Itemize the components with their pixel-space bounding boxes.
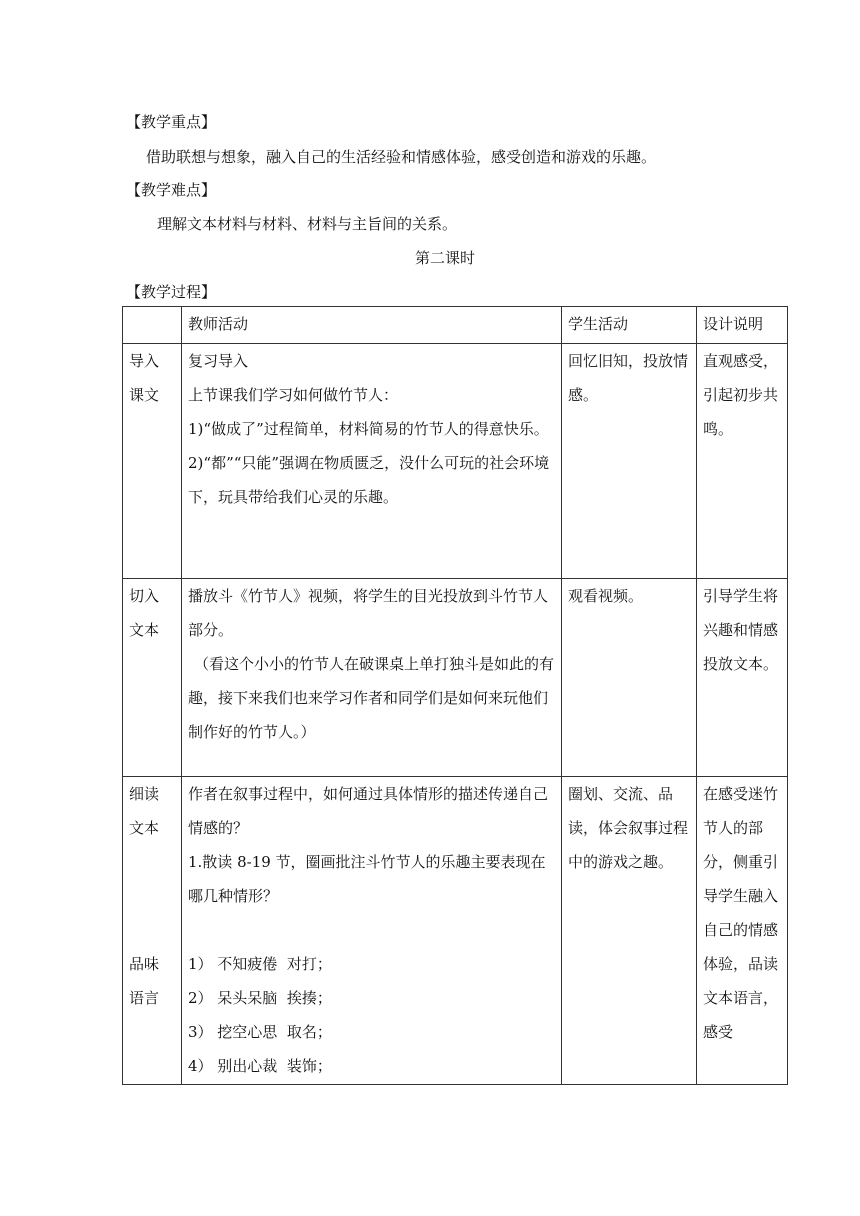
- stage-label: 细读: [129, 785, 160, 803]
- design-notes-cell: [697, 579, 788, 777]
- stage-label: 文本: [129, 621, 160, 639]
- design-notes-cell: [697, 777, 788, 1085]
- stage-cell: [123, 777, 182, 1085]
- teacher-line: 2） 呆头呆脑 挨揍；: [188, 989, 332, 1007]
- header-design-notes: 设计说明: [697, 307, 788, 344]
- teacher-spacer: [188, 913, 555, 947]
- stage-label: 语言: [129, 989, 160, 1007]
- student-text: 圈划、交流、品读，体会叙事过程中的游戏之趣。: [568, 785, 689, 871]
- teacher-activity-cell: [182, 777, 562, 1085]
- teacher-line: 上节课我们学习如何做竹节人：: [188, 386, 399, 404]
- stage-label: 课文: [129, 386, 160, 404]
- student-activity-cell: [562, 344, 697, 579]
- student-text: 回忆旧知，投放情感。: [568, 352, 689, 404]
- teacher-line: （看这个小小的竹节人在破课桌上单打独斗是如此的有趣，接下来我们也来学习作者和同学们是如何来玩他们制作好的竹节人。）: [188, 655, 555, 741]
- teacher-line: 作者在叙事过程中，如何通过具体情形的描述传递自己情感的？: [188, 785, 549, 837]
- difficulty-text: 理解文本材料与材料、材料与主旨间的关系。: [157, 215, 458, 233]
- key-heading: 【教学重点】: [126, 113, 217, 131]
- design-notes-cell: [697, 344, 788, 579]
- table-row: [123, 777, 788, 1085]
- teacher-line: 播放斗《竹节人》视频，将学生的目光投放到斗竹节人部分。: [188, 587, 549, 639]
- teacher-line: 2)“都”“只能”强调在物质匮乏，没什么可玩的社会环境下，玩具带给我们心灵的乐趣。: [188, 454, 550, 506]
- design-text: 直观感受，引起初步共鸣。: [703, 352, 779, 438]
- teacher-activity-cell: [182, 344, 562, 579]
- stage-spacer: [129, 879, 175, 913]
- teacher-activity-cell: [182, 579, 562, 777]
- teacher-line: 4） 别出心裁 装饰；: [188, 1057, 332, 1075]
- design-text: 在感受迷竹节人的部分，侧重引导学生融入自己的情感体验，品读文本语言，感受: [703, 785, 779, 1041]
- stage-label: 导入: [129, 352, 160, 370]
- student-activity-cell: [562, 777, 697, 1085]
- teacher-line: 复习导入: [188, 352, 249, 370]
- table-row: [123, 579, 788, 777]
- design-text: 引导学生将兴趣和情感投放文本。: [703, 587, 779, 673]
- table-header-row: [123, 307, 788, 344]
- teacher-line: 3） 挖空心思 取名；: [188, 1023, 332, 1041]
- stage-cell: [123, 579, 182, 777]
- header-cell-empty: [123, 307, 182, 344]
- stage-cell: [123, 344, 182, 579]
- stage-spacer: [129, 845, 175, 879]
- teacher-line: 1） 不知疲倦 对打；: [188, 955, 332, 973]
- student-activity-cell: [562, 579, 697, 777]
- process-heading: 【教学过程】: [126, 283, 217, 301]
- lesson-title: 第二课时: [415, 249, 476, 267]
- difficulty-heading: 【教学难点】: [126, 181, 217, 199]
- stage-spacer: [129, 913, 175, 947]
- stage-label: 切入: [129, 587, 160, 605]
- lesson-table: [122, 306, 788, 1085]
- stage-label: 文本: [129, 819, 160, 837]
- header-student-activity: 学生活动: [562, 307, 697, 344]
- stage-label: 品味: [129, 955, 160, 973]
- student-text: 观看视频。: [568, 587, 644, 605]
- table-row: [123, 344, 788, 579]
- teacher-line: 1)“做成了”过程简单，材料简易的竹节人的得意快乐。: [188, 420, 549, 438]
- key-text: 借助联想与想象，融入自己的生活经验和情感体验，感受创造和游戏的乐趣。: [146, 148, 657, 166]
- header-teacher-activity: 教师活动: [182, 307, 562, 344]
- teacher-line: 1.散读 8-19 节，圈画批注斗竹节人的乐趣主要表现在哪几种情形？: [188, 853, 546, 905]
